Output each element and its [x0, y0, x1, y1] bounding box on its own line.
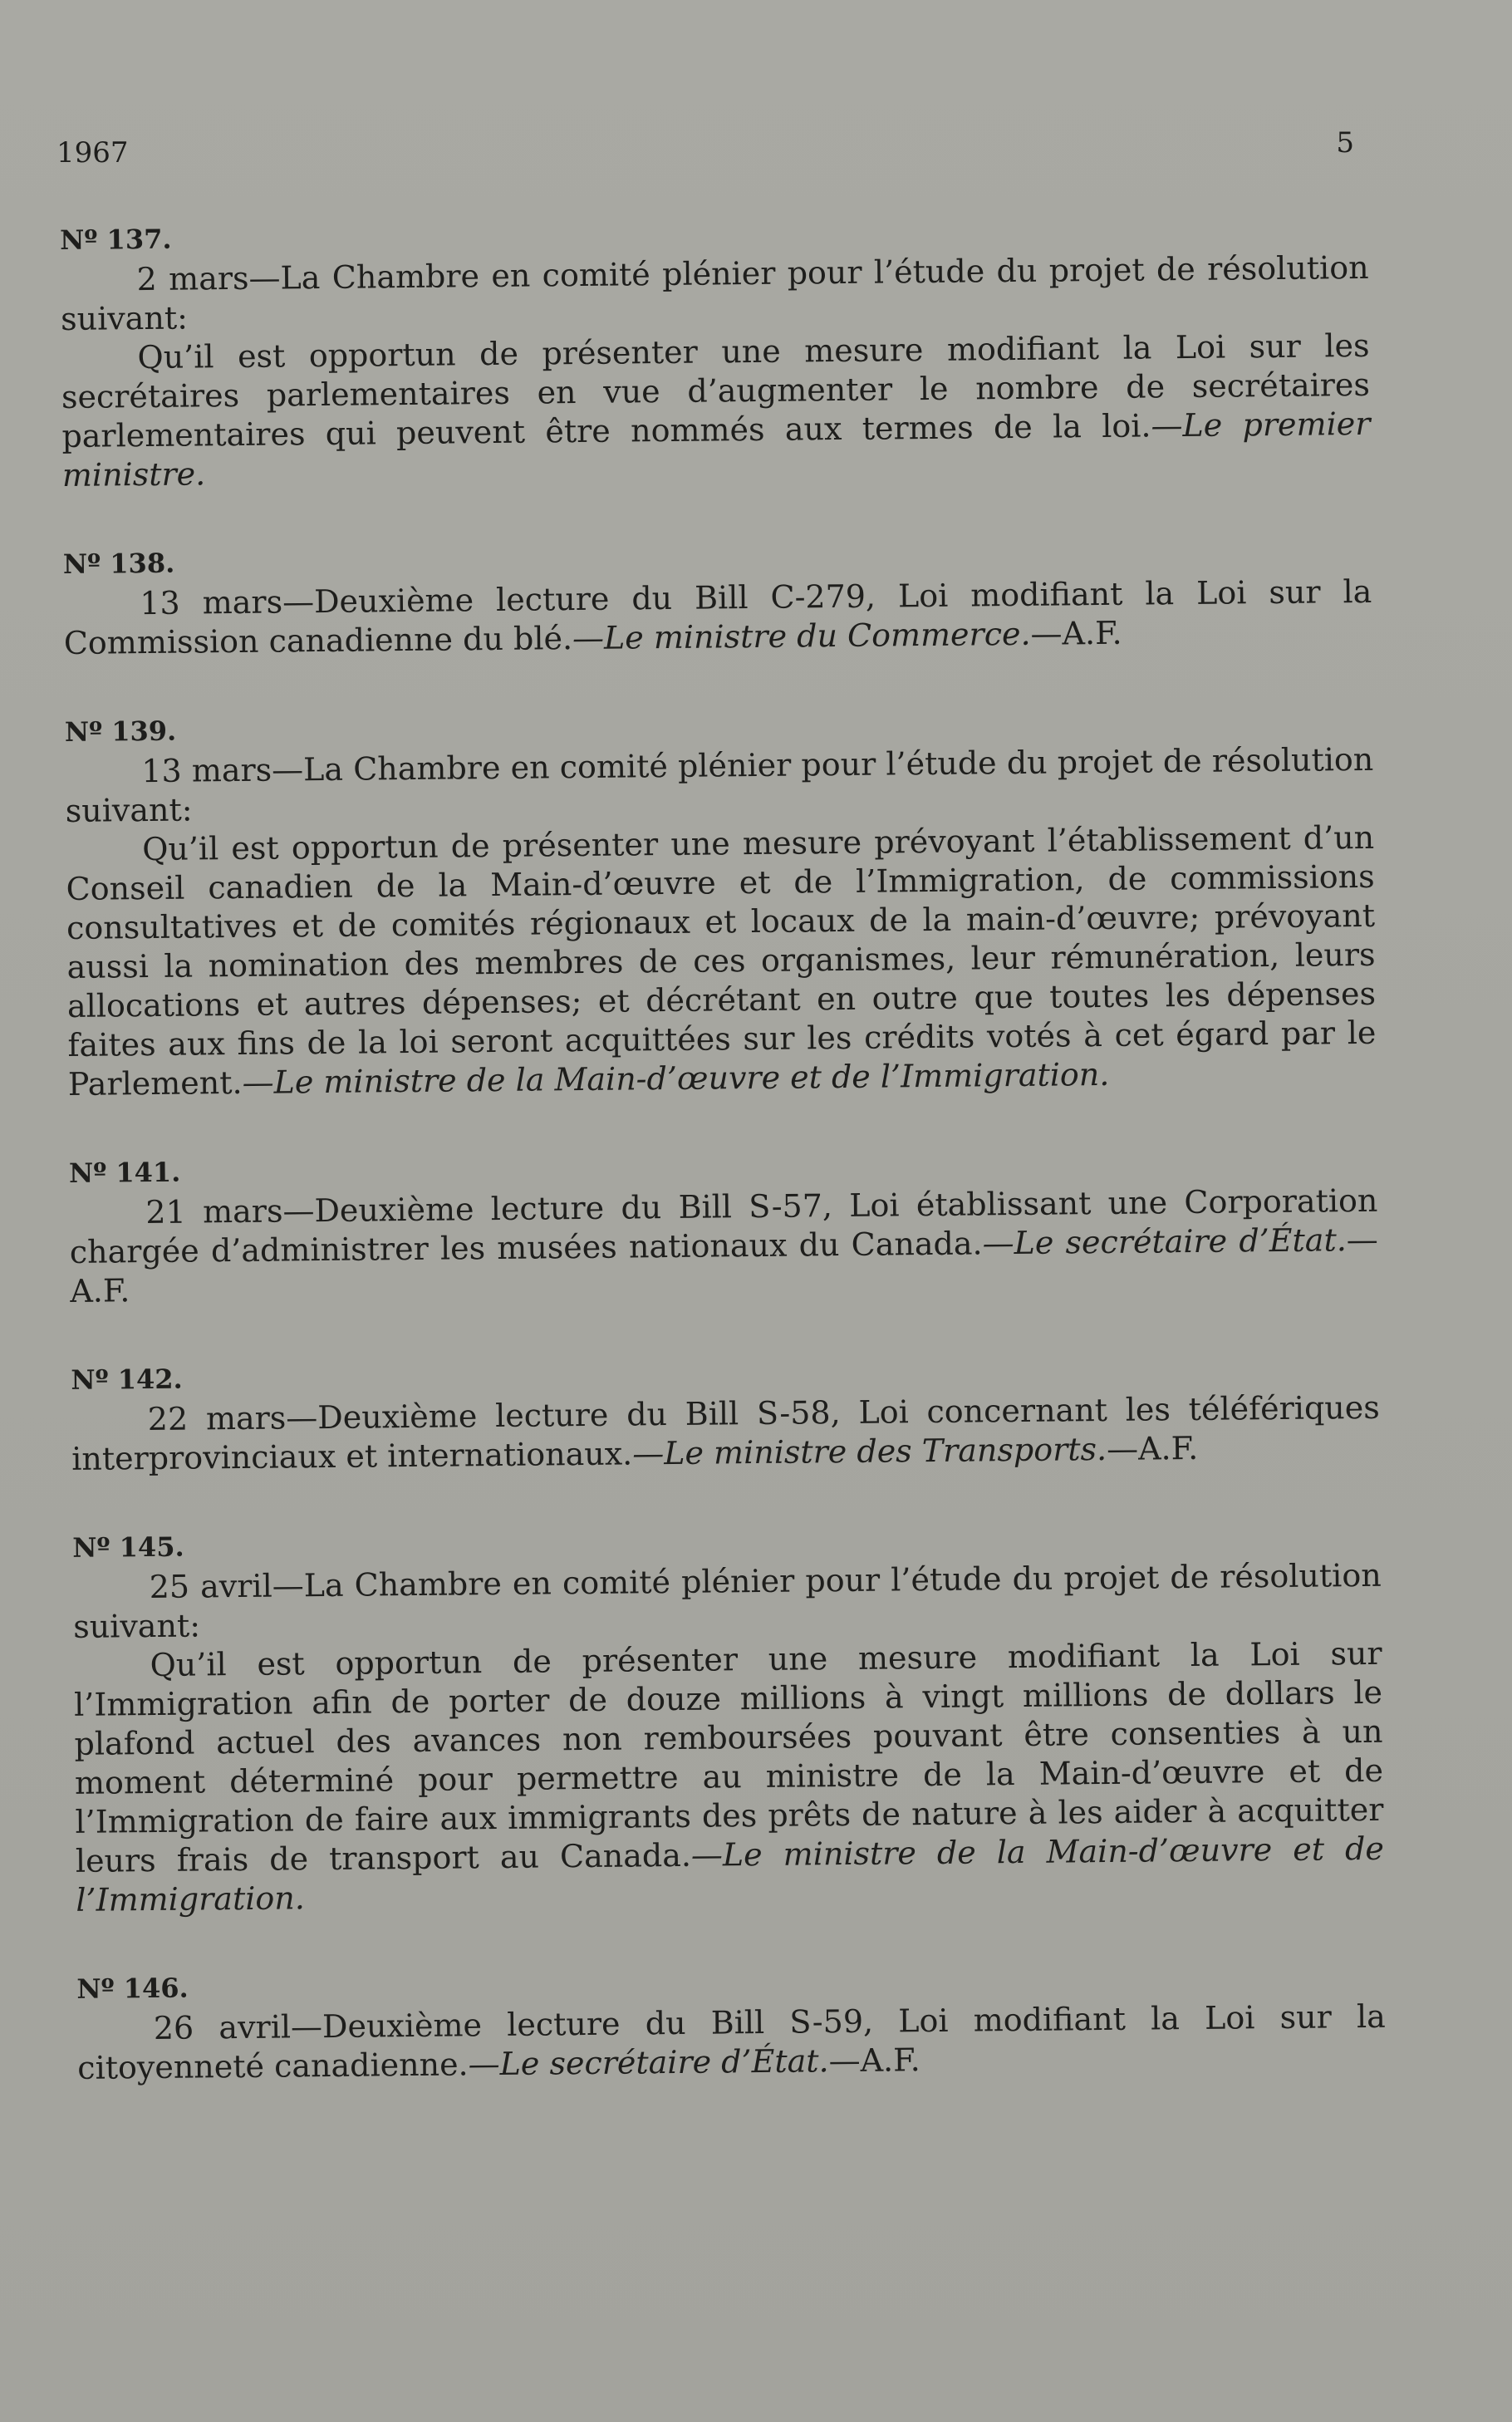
entry-number: Nº 137.: [60, 223, 172, 256]
sponsor: —Le ministre du Commerce.: [572, 615, 1031, 657]
entry-text: 13 mars—La Chambre en comité plénier pour l’étude du projet de résolution suivant:: [65, 740, 1374, 829]
page-year: 1967: [56, 136, 129, 169]
sponsor: —Le ministre de la Main-d’œuvre et de l’Immigration.: [242, 1055, 1110, 1101]
entry-139: [65, 704, 1377, 1104]
motion-text: Qu’il est opportun de présenter une mesure prévoyant l’établissement d’un Conseil canadien de la Main-d’œuvre et de l’Immigration, de commissions consultatives et de comités régionaux et locaux de la main-d’œuvre; prévoyant aussi la nomination des membres de ces organismes, leur rémunération, leurs allocations et autres dépenses; et décrétant en outre que toutes les dépenses faites aux fins de la loi seront acquittées sur les crédits votés à cet égard par le Parlement.—Le ministre de la Main-d’œuvre et de l’Immigration.: [66, 818, 1377, 1103]
entry-text: 13 mars—Deuxième lecture du Bill C-279, Loi modifiant la Loi sur la Commission canadienne du blé.—Le ministre du Commerce.—A.F.: [63, 572, 1372, 661]
page-number: 5: [1336, 126, 1354, 160]
sponsor: —Le secrétaire d’État.: [982, 1221, 1348, 1262]
motion-text: Qu’il est opportun de présenter une mesure modifiant la Loi sur l’Immigration afin de porter de douze millions à vingt millions de dollars le plafond actuel des avances non remboursées pouvant être consenties à un moment déterminé pour permettre au ministre de la Main-d’œuvre et de l’Immigration de faire aux immigrants des prêts de nature à les aider à acquitter leurs frais de transport au Canada.—Le ministre de la Main-d’œuvre et de l’Immigration.: [73, 1634, 1385, 1918]
entry-text: 25 avril—La Chambre en comité plénier pour l’étude du projet de résolution suivant:: [72, 1556, 1382, 1645]
sponsor: —Le ministre de la Main-d’œuvre et de l’Immigration.: [76, 1830, 1385, 1918]
entry-number: Nº 139.: [64, 715, 177, 748]
entry-text: 26 avril—Deuxième lecture du Bill S-59, Loi modifiant la Loi sur la citoyenneté canadienne.—Le secrétaire d’État.—A.F.: [77, 1997, 1386, 2086]
entry-text: 21 mars—Deuxième lecture du Bill S-57, Loi établissant une Corporation chargée d’administrer les musées nationaux du Canada.—Le secrétaire d’État.—A.F.: [69, 1182, 1379, 1309]
entry-text: 2 mars—La Chambre en comité plénier pour l’étude du projet de résolution suivant:: [60, 248, 1369, 337]
sponsor: —Le premier ministre.: [61, 405, 1371, 494]
suffix: —A.F.: [1030, 614, 1122, 652]
motion-text: Qu’il est opportun de présenter une mesure modifiant la Loi sur les secrétaires parlementaires en vue d’augmenter le nombre de secrétaires parlementaires qui peuvent être nommés aux termes de la loi.—Le premier ministre.: [61, 327, 1371, 494]
sponsor: —Le ministre des Transports.: [632, 1430, 1107, 1472]
entry-number: Nº 146.: [76, 1972, 189, 2005]
sponsor: —Le secrétaire d’État.: [468, 2042, 829, 2083]
suffix: —A.F.: [1106, 1429, 1199, 1467]
entry-141: [69, 1145, 1379, 1311]
entry-number: Nº 141.: [68, 1156, 181, 1189]
entry-text: 22 mars—Deuxième lecture du Bill S-58, Loi concernant les téléfériques interprovinciaux et internationaux.—Le ministre des Transports.—A.F.: [71, 1388, 1380, 1477]
entry-145: [72, 1520, 1384, 1920]
entry-146: [76, 1961, 1386, 2088]
running-head: [56, 126, 1354, 183]
entry-142: [71, 1352, 1380, 1479]
entry-number: Nº 145.: [72, 1530, 184, 1564]
suffix: —A.F.: [70, 1221, 1379, 1309]
entry-number: Nº 138.: [62, 547, 175, 580]
entry-137: [60, 212, 1371, 495]
order-paper-body: [60, 212, 1387, 2141]
entry-number: Nº 142.: [71, 1363, 183, 1396]
suffix: —A.F.: [828, 2041, 920, 2080]
entry-138: [63, 536, 1372, 663]
